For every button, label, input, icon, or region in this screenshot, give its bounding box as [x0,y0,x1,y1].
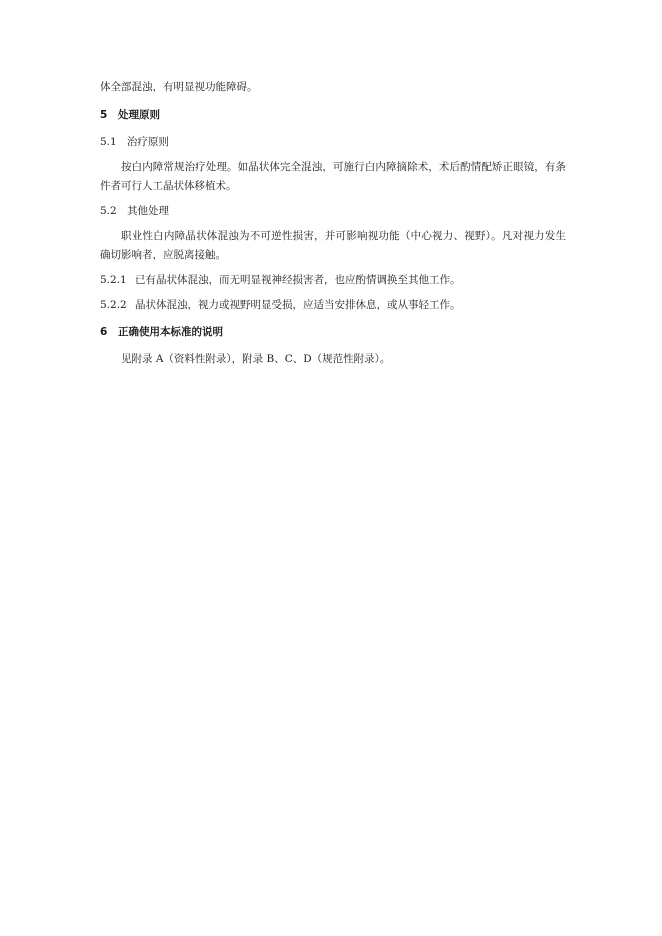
document-content [100,78,566,375]
clause-text: 已有晶状体混浊，而无明显视神经损害者，也应酌情调换至其他工作。 [135,274,461,286]
section-title: 正确使用本标准的说明 [118,326,223,338]
section-5-2-1-clause [100,271,566,290]
section-5-2-2-clause [100,296,566,315]
section-5-1-paragraph: 按白内障常规治疗处理。如晶状体完全混浊，可施行白内障摘除术，术后酌情配矫正眼镜，有条件者可行人工晶状体移植术。 [100,161,566,192]
section-number: 5 [100,109,108,121]
section-title: 治疗原则 [127,136,169,148]
section-number: 5.1 [100,136,117,148]
section-5-1-heading [100,133,566,152]
clause-number: 5.2.1 [100,274,127,286]
section-6-paragraph: 见附录 A（资料性附录），附录 B、C、D（规范性附录）。 [121,353,391,365]
clause-number: 5.2.2 [100,299,127,311]
continuation-text: 体全部混浊，有明显视功能障碍。 [100,81,258,93]
section-5-heading [100,106,566,125]
section-6-heading [100,323,566,342]
section-5-2-paragraph: 职业性白内障晶状体混浊为不可逆性损害，并可影响视功能（中心视力、视野）。凡对视力发生确切影响者，应脱离接触。 [100,230,566,261]
section-title: 其他处理 [127,205,169,217]
section-number: 5.2 [100,205,117,217]
section-number: 6 [100,326,108,338]
clause-text: 晶状体混浊，视力或视野明显受损，应适当安排休息，或从事轻工作。 [135,299,461,311]
section-5-2-heading [100,202,566,221]
section-title: 处理原则 [118,109,160,121]
